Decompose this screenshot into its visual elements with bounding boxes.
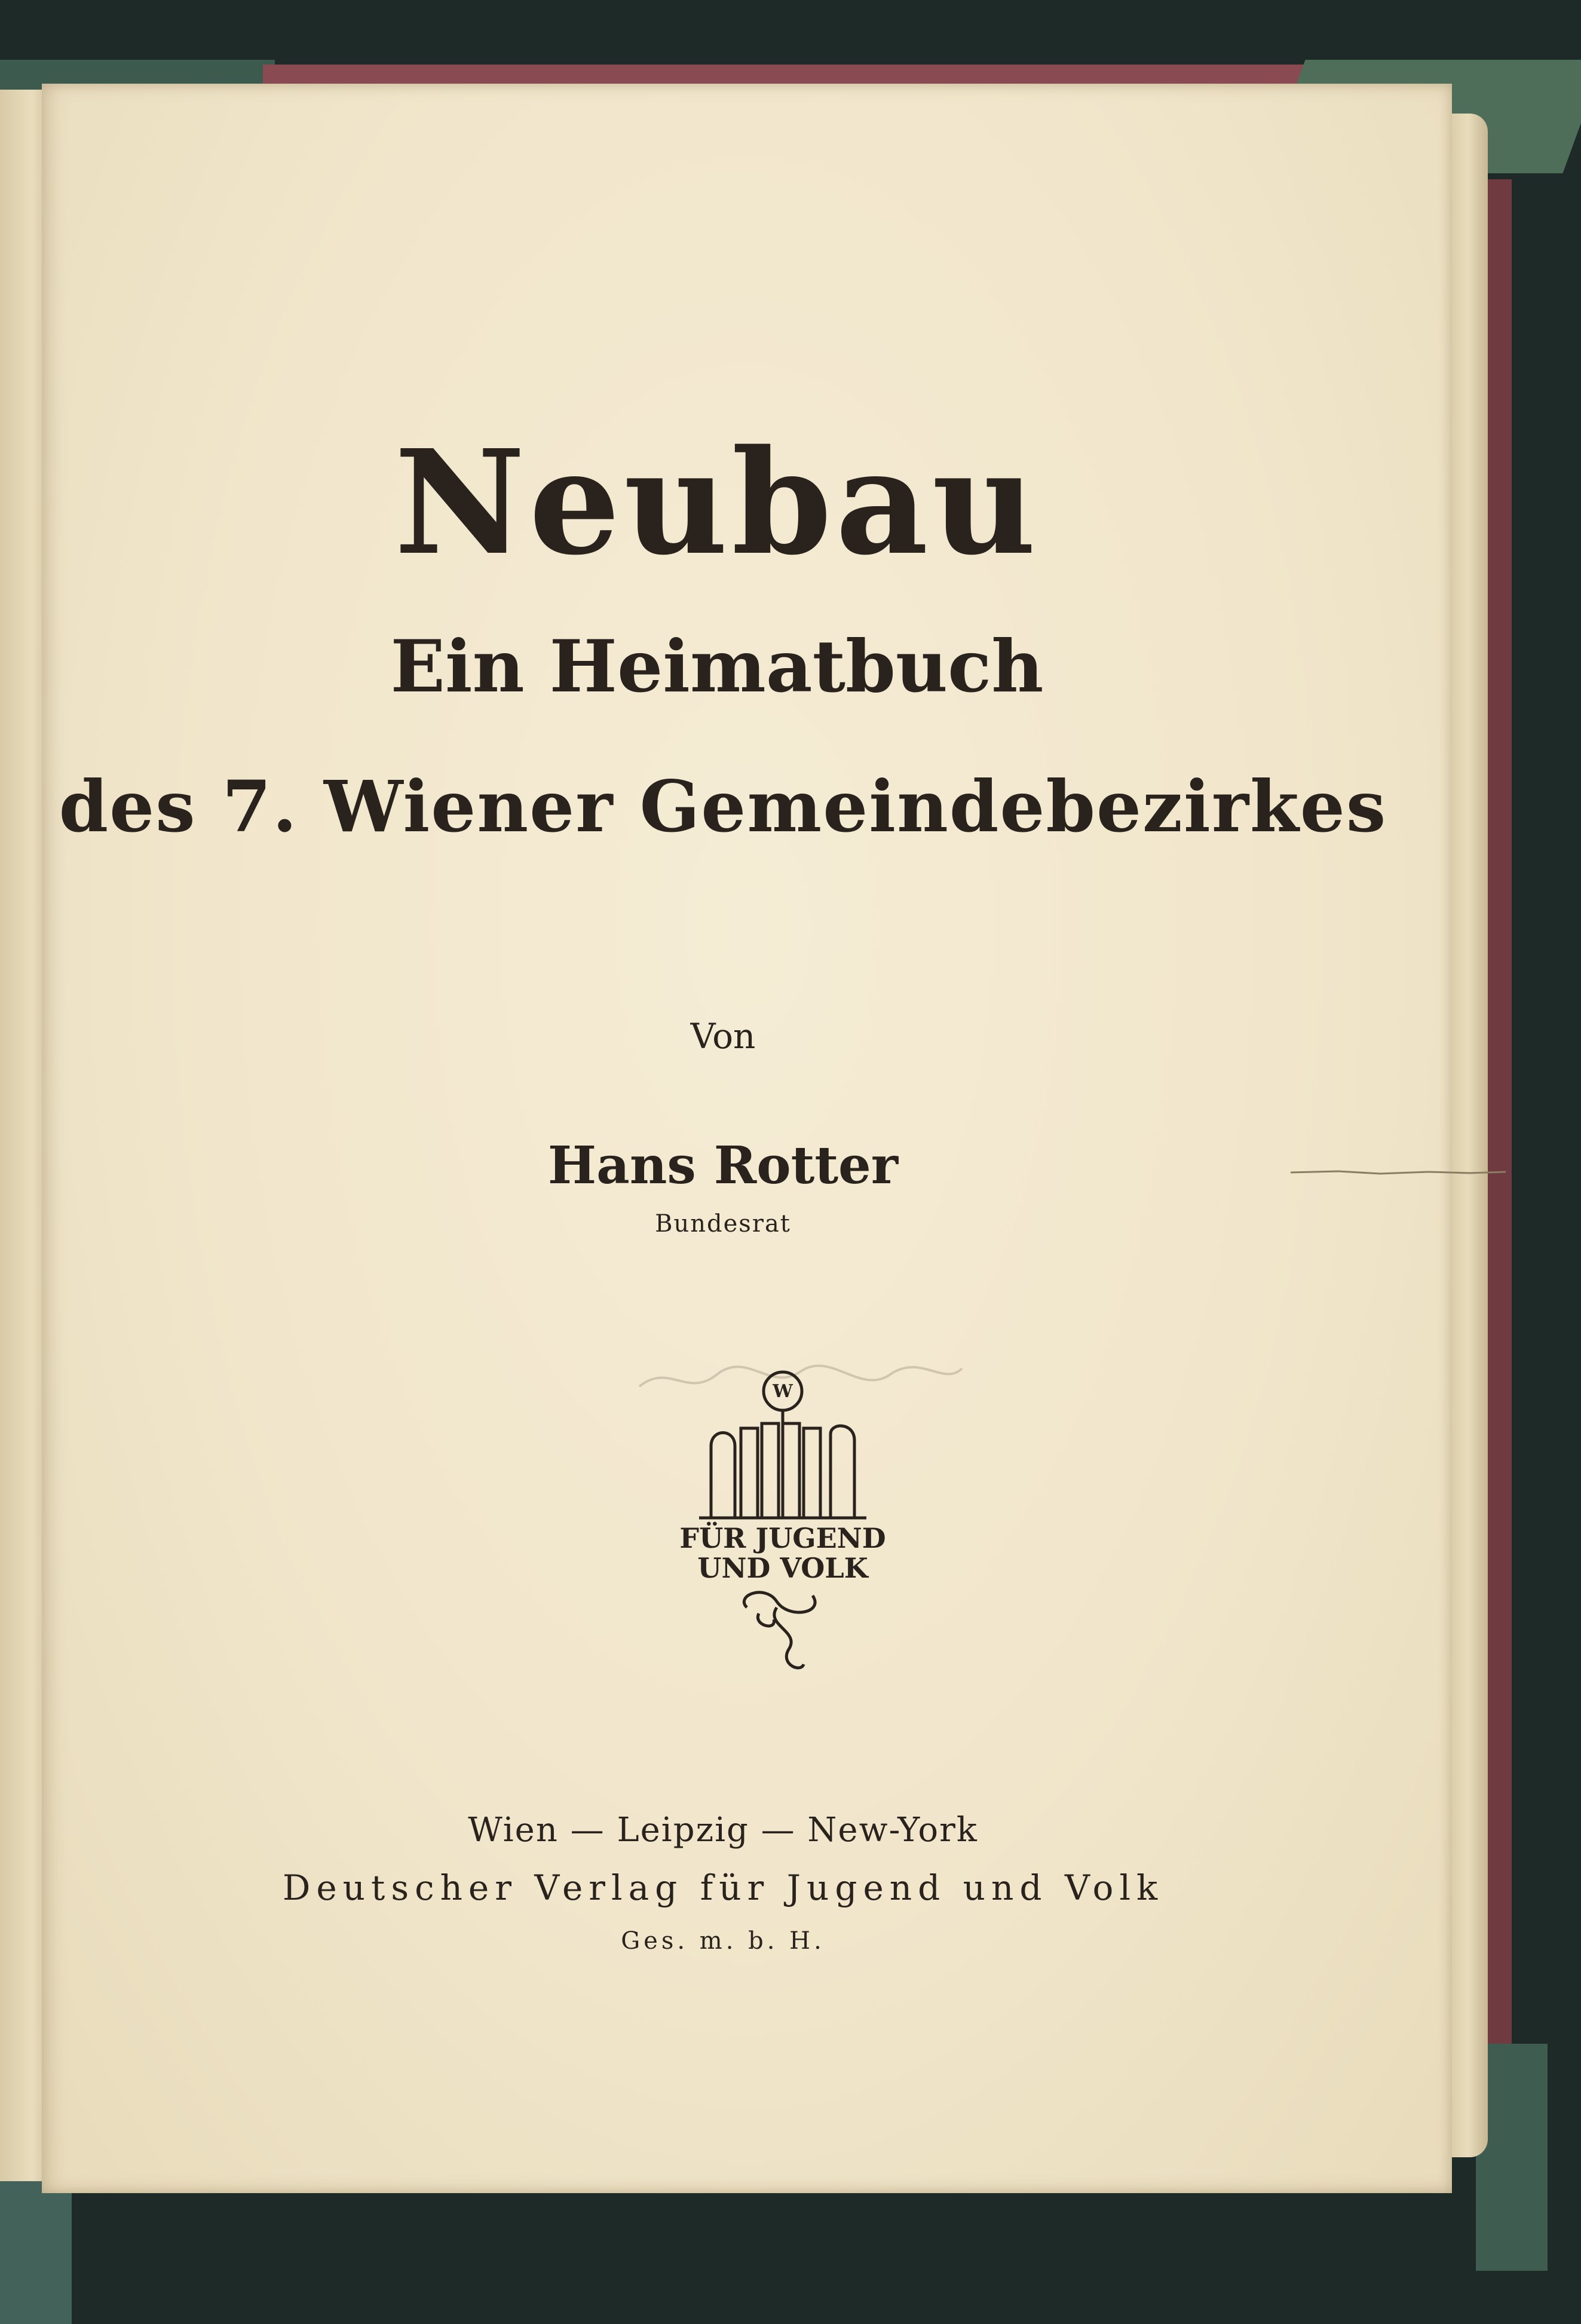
imprint-cities: Wien — Leipzig — New-York xyxy=(468,1811,978,1850)
author-name: Hans Rotter xyxy=(547,1135,899,1196)
logo-line2: UND VOLK xyxy=(697,1552,868,1584)
cover-cloth-bottom-left xyxy=(0,2175,72,2324)
publisher-logo xyxy=(675,1368,890,1679)
book-subtitle-line2: des 7. Wiener Gemeindebezirkes xyxy=(59,765,1387,848)
logo-line1: FÜR JUGEND xyxy=(679,1522,886,1554)
imprint-legal-form: Ges. m. b. H. xyxy=(621,1927,825,1955)
by-label: Von xyxy=(690,1016,756,1057)
book-subtitle-line1: Ein Heimatbuch xyxy=(390,624,1044,709)
author-title: Bundesrat xyxy=(655,1210,791,1238)
book-title: Neubau xyxy=(394,418,1040,587)
logo-monogram: W xyxy=(773,1381,793,1402)
title-page xyxy=(42,84,1452,2193)
paper-tear xyxy=(1291,1168,1506,1177)
imprint-publisher: Deutscher Verlag für Jugend und Volk xyxy=(282,1867,1164,1908)
